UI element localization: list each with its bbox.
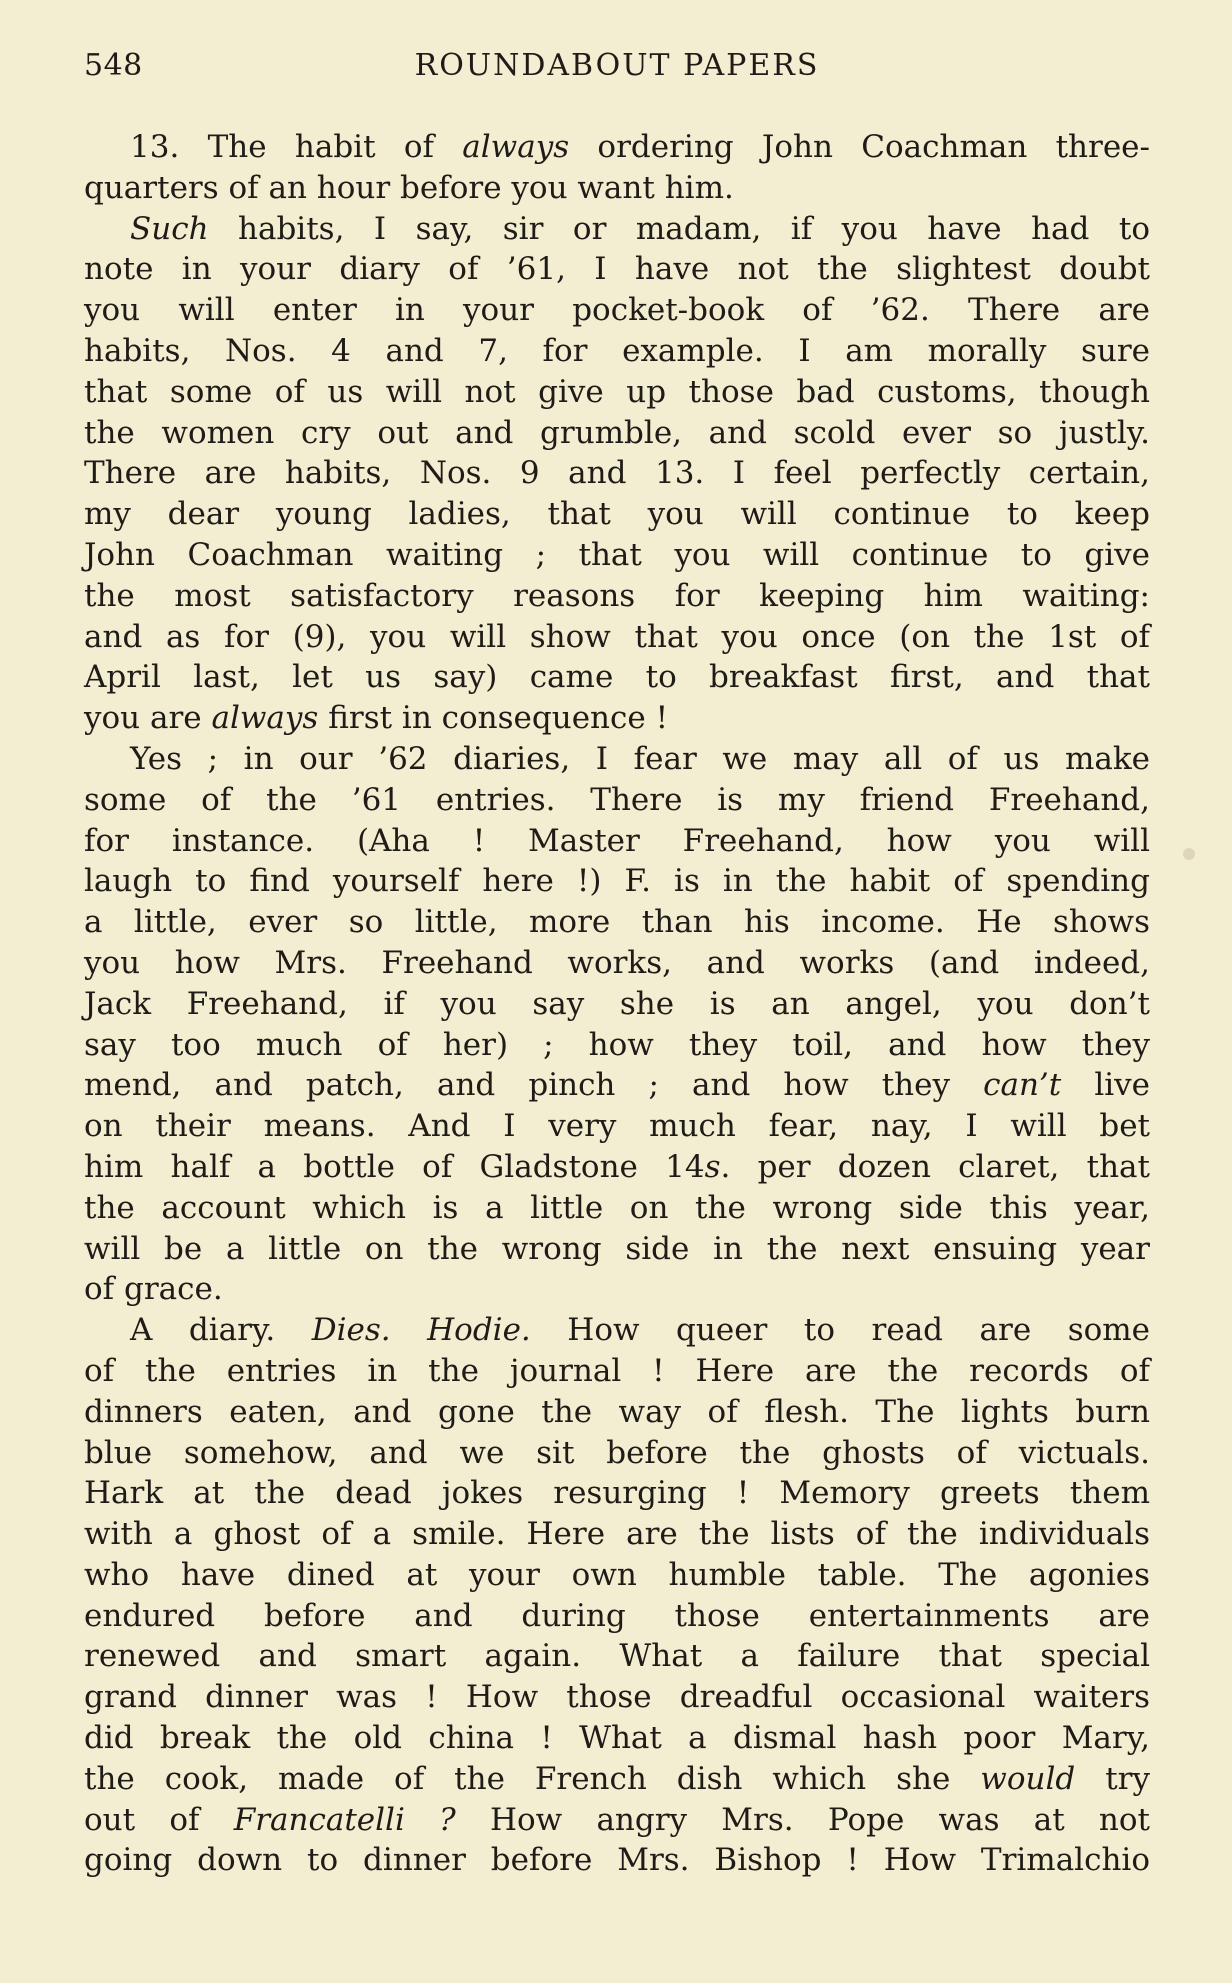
- text-run: first in consequence !: [318, 700, 669, 737]
- text-line: [84, 1147, 1150, 1188]
- text-run: dinners eaten, and gone the way of flesh. The lights burn: [84, 1393, 1150, 1430]
- text-run: A diary.: [130, 1312, 312, 1349]
- text-run: will be a little on the wrong side in the next ensuing year: [84, 1230, 1150, 1267]
- text-line: [84, 249, 1150, 290]
- text-run: How angry Mrs. Pope was at not: [455, 1801, 1150, 1838]
- text-run: of the entries in the journal ! Here are the records of: [84, 1352, 1150, 1389]
- text-run: habits, Nos. 4 and 7, for example. I am morally sure: [84, 332, 1150, 369]
- text-line: [84, 127, 1150, 168]
- text-run: How queer to read are some: [530, 1312, 1151, 1349]
- text-line: [84, 1351, 1150, 1392]
- italic-text: Francatelli ?: [233, 1801, 456, 1838]
- text-line: [84, 372, 1150, 413]
- text-line: [84, 290, 1150, 331]
- text-line: [84, 780, 1150, 821]
- text-line: [84, 943, 1150, 984]
- text-run: the women cry out and grumble, and scold ever so justly.: [84, 414, 1150, 451]
- text-run: you will enter in your pocket-book of ’62. There are: [84, 292, 1150, 329]
- text-run: Hark at the dead jokes resurging ! Memory greets them: [84, 1475, 1150, 1512]
- text-run: laugh to find yourself here !) F. is in the habit of spending: [84, 863, 1150, 900]
- text-run: did break the old china ! What a dismal hash poor Mary,: [84, 1720, 1150, 1757]
- text-line: [84, 1188, 1150, 1229]
- text-run: habits, I say, sir or madam, if you have had to: [208, 210, 1150, 247]
- text-line: [84, 168, 1150, 209]
- paper-blemish: [1183, 848, 1195, 860]
- text-run: for instance. (Aha ! Master Freehand, how you will: [84, 822, 1150, 859]
- text-line: [84, 1596, 1150, 1637]
- text-line: [84, 1677, 1150, 1718]
- text-line: [84, 902, 1150, 943]
- text-line: [84, 1555, 1150, 1596]
- italic-text: can’t: [983, 1067, 1062, 1104]
- text-run: of grace.: [84, 1271, 223, 1308]
- text-run: the most satisfactory reasons for keeping him waiting:: [84, 577, 1150, 614]
- text-line: [84, 1310, 1150, 1351]
- italic-text: always: [211, 700, 319, 737]
- text-line: [84, 453, 1150, 494]
- italic-text: s: [704, 1148, 721, 1185]
- text-line: [84, 739, 1150, 780]
- text-run: Yes ; in our ’62 diaries, I fear we may all of us make: [130, 740, 1150, 777]
- body-text: [84, 127, 1150, 1881]
- text-line: [84, 861, 1150, 902]
- text-run: There are habits, Nos. 9 and 13. I feel perfectly certain,: [84, 455, 1150, 492]
- text-line: [84, 698, 1150, 739]
- text-run: John Coachman waiting ; that you will continue to give: [84, 536, 1150, 573]
- text-run: you are: [84, 700, 212, 737]
- text-line: [84, 331, 1150, 372]
- text-line: [84, 1269, 1150, 1310]
- text-run: ordering John Coachman three-: [569, 129, 1150, 165]
- text-run: April last, let us say) came to breakfast first, and that: [84, 659, 1150, 696]
- text-run: endured before and during those entertainments are: [84, 1597, 1150, 1634]
- text-line: [84, 1473, 1150, 1514]
- text-run: . per dozen claret, that: [720, 1148, 1150, 1185]
- text-run: with a ghost of a smile. Here are the lists of the individuals: [84, 1516, 1150, 1553]
- text-run: out of: [84, 1801, 234, 1838]
- text-line: [84, 1840, 1150, 1881]
- running-title: ROUNDABOUT PAPERS: [414, 48, 820, 83]
- text-line: [84, 1718, 1150, 1759]
- text-line: [84, 1392, 1150, 1433]
- text-line: [84, 1636, 1150, 1677]
- text-run: the account which is a little on the wrong side this year,: [84, 1189, 1150, 1226]
- text-run: Jack Freehand, if you say she is an angel, you don’t: [84, 985, 1150, 1022]
- text-run: going down to dinner before Mrs. Bishop ! How Trimalchio: [84, 1842, 1150, 1879]
- text-run: say too much of her) ; how they toil, and how they: [84, 1026, 1150, 1063]
- text-line: [84, 535, 1150, 576]
- text-run: quarters of an hour before you want him.: [84, 169, 734, 206]
- page-number: 548: [84, 48, 143, 83]
- text-run: try: [1075, 1760, 1150, 1797]
- text-run: that some of us will not give up those bad customs, though: [84, 373, 1150, 410]
- text-line: [84, 1229, 1150, 1270]
- text-run: who have dined at your own humble table. The agonies: [84, 1556, 1150, 1593]
- text-line: [84, 1759, 1150, 1800]
- text-line: [84, 576, 1150, 617]
- text-run: a little, ever so little, more than his income. He shows: [84, 904, 1150, 941]
- text-line: [84, 494, 1150, 535]
- text-run: 13. The habit of: [130, 129, 463, 165]
- italic-text: would: [980, 1760, 1076, 1797]
- text-run: some of the ’61 entries. There is my friend Freehand,: [84, 781, 1150, 818]
- text-line: [84, 617, 1150, 658]
- italic-text: always: [462, 129, 570, 165]
- text-run: note in your diary of ’61, I have not the slightest doubt: [84, 251, 1150, 288]
- text-run: him half a bottle of Gladstone 14: [84, 1148, 705, 1185]
- text-run: grand dinner was ! How those dreadful occasional waiters: [84, 1679, 1150, 1716]
- text-line: [84, 413, 1150, 454]
- italic-text: Such: [130, 210, 209, 247]
- text-line: [84, 984, 1150, 1025]
- text-line: [84, 657, 1150, 698]
- text-run: live: [1061, 1067, 1151, 1104]
- text-run: blue somehow, and we sit before the ghosts of victuals.: [84, 1434, 1150, 1471]
- text-run: on their means. And I very much fear, nay, I will bet: [84, 1108, 1150, 1145]
- text-run: mend, and patch, and pinch ; and how they: [84, 1067, 984, 1104]
- text-line: [84, 209, 1150, 250]
- italic-text: Dies. Hodie.: [311, 1312, 531, 1349]
- text-run: and as for (9), you will show that you once (on the 1st of: [84, 618, 1150, 655]
- text-run: my dear young ladies, that you will continue to keep: [84, 496, 1150, 533]
- running-head: [84, 48, 1150, 92]
- text-line: [84, 1514, 1150, 1555]
- text-line: [84, 1025, 1150, 1066]
- text-line: [84, 1065, 1150, 1106]
- text-line: [84, 1433, 1150, 1474]
- text-run: the cook, made of the French dish which she: [84, 1760, 981, 1797]
- text-line: [84, 1106, 1150, 1147]
- text-line: [84, 821, 1150, 862]
- text-run: you how Mrs. Freehand works, and works (and indeed,: [84, 944, 1150, 981]
- text-run: renewed and smart again. What a failure that special: [84, 1638, 1150, 1675]
- text-line: [84, 1800, 1150, 1841]
